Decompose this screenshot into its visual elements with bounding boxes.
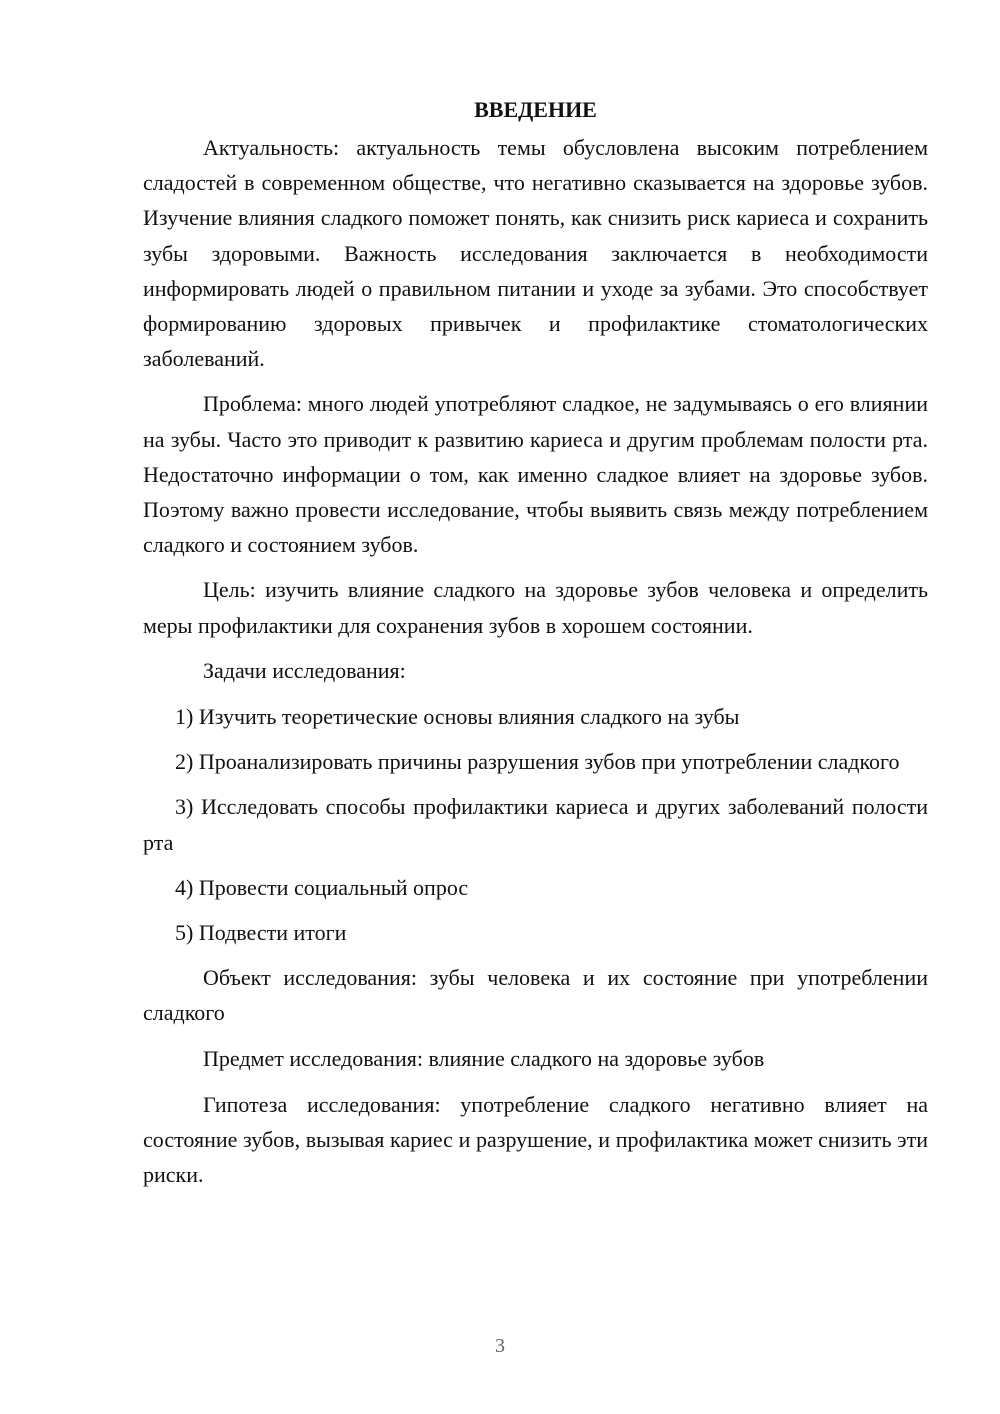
hypothesis-paragraph: Гипотеза исследования: употребление сладкого негативно влияет на состояние зубов, вызывая кариес и разрушение, и профилактика может снизить эти риски. bbox=[143, 1091, 928, 1188]
list-item: 3) Исследовать способы профилактики кариеса и других заболеваний полости рта bbox=[143, 794, 928, 855]
goal-paragraph: Цель: изучить влияние сладкого на здоровье зубов человека и определить меры профилактики для сохранения зубов в хорошем состоянии. bbox=[143, 577, 928, 638]
list-item: 2) Проанализировать причины разрушения зубов при употреблении сладкого bbox=[175, 749, 900, 775]
problem-paragraph: Проблема: много людей употребляют сладкое, не задумываясь о его влиянии на зубы. Часто это приводит к развитию кариеса и другим проблемам полости рта. Недостаточно информации о том, как именно сладкое влияет на здоровье зубов. Поэтому важно провести исследование, чтобы выявить связь между потреблением сладкого и состоянием зубов. bbox=[143, 391, 928, 558]
page-title: ВВЕДЕНИЕ bbox=[474, 97, 597, 122]
tasks-heading: Задачи исследования: bbox=[203, 657, 406, 683]
object-paragraph: Объект исследования: зубы человека и их состояние при употреблении сладкого bbox=[143, 965, 928, 1026]
document-page bbox=[143, 92, 928, 1202]
tasks-list bbox=[143, 699, 928, 950]
list-item: 1) Изучить теоретические основы влияния сладкого на зубы bbox=[175, 704, 740, 730]
list-item: 5) Подвести итоги bbox=[175, 920, 347, 946]
list-item: 4) Провести социальный опрос bbox=[175, 874, 469, 900]
page-number: 3 bbox=[495, 1335, 505, 1357]
relevance-paragraph: Актуальность: актуальность темы обусловлена высоким потреблением сладостей в современном обществе, что негативно сказывается на здоровье зубов. Изучение влияния сладкого поможет понять, как снизить риск кариеса и сохранить зубы здоровыми. Важность исследования заключается в необходимости информировать людей о правильном питании и уходе за зубами. Это способствует формированию здоровых привычек и профилактике стоматологических заболеваний. bbox=[143, 135, 928, 372]
subject-paragraph: Предмет исследования: влияние сладкого на здоровье зубов bbox=[203, 1045, 765, 1071]
